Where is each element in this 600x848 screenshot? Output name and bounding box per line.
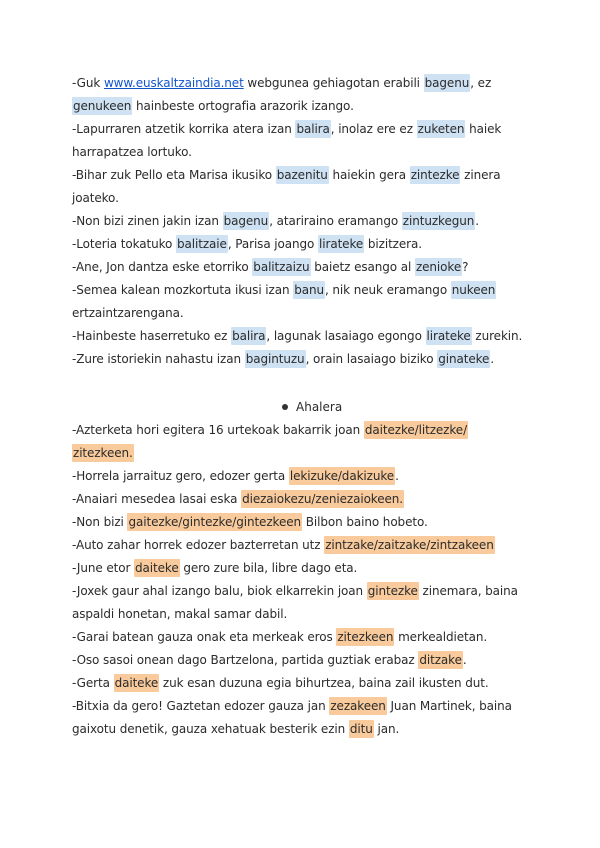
text-segment: webgunea gehiagotan erabili <box>243 76 424 90</box>
ahalera-examples-section <box>72 419 532 741</box>
text-line <box>72 233 532 256</box>
highlighted-verb: diezaiokezu/zeniezaiokeen. <box>242 492 404 506</box>
text-segment: , orain lasaiago biziko <box>305 352 438 366</box>
text-segment: merkealdietan. <box>394 630 488 644</box>
text-segment: . <box>395 469 399 483</box>
text-segment: -Garai batean gauza onak eta merkeak eros <box>72 630 337 644</box>
text-segment: -Loteria tokatuko <box>72 237 176 251</box>
text-segment: , nik neuk eramango <box>325 283 451 297</box>
text-segment: zurekin. <box>471 329 523 343</box>
highlighted-verb: zitezkeen. <box>73 446 133 460</box>
text-line <box>72 511 532 534</box>
text-segment: -Guk <box>72 76 104 90</box>
text-segment: ertzaintzarengana. <box>72 306 184 320</box>
text-line <box>72 557 532 580</box>
text-line <box>72 256 532 279</box>
text-line <box>72 603 532 626</box>
text-segment: -Azterketa hori egitera 16 urtekoak bakarrik joan <box>72 423 364 437</box>
highlighted-verb: zenioke <box>415 260 462 274</box>
text-line <box>72 118 532 141</box>
highlighted-verb: lekizuke/dakizuke <box>289 469 395 483</box>
text-line <box>72 279 532 302</box>
text-segment: -Lapurraren atzetik korrika atera izan <box>72 122 296 136</box>
text-segment: hainbeste ortografia arazorik izango. <box>132 99 354 113</box>
text-segment: -Oso sasoi onean dago Bartzelona, partida guztiak erabaz <box>72 653 419 667</box>
text-segment: -Gerta <box>72 676 114 690</box>
highlighted-verb: bagenu <box>223 214 269 228</box>
highlighted-verb: ditu <box>349 722 373 736</box>
text-segment: -Horrela jarraituz gero, edozer gerta <box>72 469 289 483</box>
text-line <box>72 442 532 465</box>
text-line <box>72 695 532 718</box>
text-line <box>72 419 532 442</box>
text-line <box>72 141 532 164</box>
text-segment: -Anaiari mesedea lasai eska <box>72 492 242 506</box>
text-line <box>72 580 532 603</box>
highlighted-verb: gintezke <box>367 584 418 598</box>
text-segment: . <box>462 653 467 667</box>
highlighted-verb: genukeen <box>73 99 132 113</box>
text-segment: , Parisa joango <box>227 237 319 251</box>
text-segment: -Zure istoriekin nahastu izan <box>72 352 245 366</box>
text-segment: , atariraino eramango <box>269 214 402 228</box>
text-segment: -Auto zahar horrek edozer bazterretan utz <box>72 538 325 552</box>
highlighted-verb: zitezkeen <box>337 630 394 644</box>
text-segment: . <box>490 352 495 366</box>
bullet-icon <box>282 404 288 410</box>
highlighted-verb: bagenu <box>424 76 470 90</box>
text-segment: -Semea kalean mozkortuta ikusi izan <box>72 283 294 297</box>
highlighted-verb: nukeen <box>451 283 496 297</box>
text-line <box>72 672 532 695</box>
text-segment: , ez <box>470 76 492 90</box>
text-segment: -Non bizi <box>72 515 128 529</box>
text-segment: -Joxek gaur ahal izango balu, biok elkarrekin joan <box>72 584 367 598</box>
highlighted-verb: banu <box>294 283 324 297</box>
text-segment: gero zure bila, libre dago eta. <box>179 561 358 575</box>
text-segment: harrapatzea lortuko. <box>72 145 192 159</box>
text-segment: -Bihar zuk Pello eta Marisa ikusiko <box>72 168 276 182</box>
highlighted-verb: daiteke <box>135 561 179 575</box>
text-segment: Juan Martinek, baina <box>386 699 512 713</box>
text-line <box>72 465 532 488</box>
highlighted-verb: balira <box>296 122 330 136</box>
text-segment: gaixotu denetik, gauza xehatuak besterik ezin <box>72 722 349 736</box>
highlighted-verb: zintuzkegun <box>402 214 475 228</box>
text-line <box>72 164 532 187</box>
highlighted-verb: balira <box>232 329 266 343</box>
highlighted-verb: zezakeen <box>330 699 386 713</box>
text-segment: -Ane, Jon dantza eske etorriko <box>72 260 253 274</box>
text-line <box>72 488 532 511</box>
text-segment: Bilbon baino hobeto. <box>302 515 428 529</box>
text-segment: -Hainbeste haserretuko ez <box>72 329 232 343</box>
text-segment: zinera <box>460 168 501 182</box>
text-line <box>72 187 532 210</box>
text-line <box>72 95 532 118</box>
text-segment: zinemara, baina <box>418 584 518 598</box>
section-heading: Ahalera <box>296 400 343 414</box>
highlighted-verb: zuketen <box>417 122 465 136</box>
text-line <box>72 72 532 95</box>
highlighted-verb: balitzaizu <box>253 260 310 274</box>
text-segment: bizitzera. <box>364 237 422 251</box>
highlighted-verb: ditzake <box>419 653 462 667</box>
text-segment: joateko. <box>72 191 119 205</box>
text-segment: , lagunak lasaiago egongo <box>266 329 426 343</box>
text-line <box>72 302 532 325</box>
highlighted-verb: zintezke <box>410 168 460 182</box>
text-segment: ? <box>462 260 469 274</box>
text-segment: -Bitxia da gero! Gaztetan edozer gauza jan <box>72 699 330 713</box>
text-segment: aspaldi honetan, makal samar dabil. <box>72 607 288 621</box>
highlighted-verb: lirateke <box>426 329 471 343</box>
text-line <box>72 348 532 371</box>
highlighted-verb: daiteke <box>114 676 159 690</box>
highlighted-verb: bazenitu <box>276 168 328 182</box>
highlighted-verb: lirateke <box>319 237 364 251</box>
website-link[interactable]: www.euskaltzaindia.net <box>103 76 244 90</box>
highlighted-verb: daitezke/litzezke/ <box>364 423 468 437</box>
text-line <box>72 325 532 348</box>
text-line <box>72 210 532 233</box>
highlighted-verb: bagintuzu <box>245 352 305 366</box>
text-segment: -June etor <box>72 561 135 575</box>
highlighted-verb: ginateke <box>438 352 490 366</box>
conditional-examples-section <box>72 72 532 371</box>
text-segment: zuk esan duzuna egia bihurtzea, baina zail ikusten dut. <box>159 676 489 690</box>
highlighted-verb: zintzake/zaitzake/zintzakeen <box>325 538 494 552</box>
text-segment: . <box>475 214 479 228</box>
highlighted-verb: balitzaie <box>177 237 227 251</box>
text-segment: haiekin gera <box>328 168 410 182</box>
text-segment: haiek <box>465 122 502 136</box>
text-line <box>72 534 532 557</box>
text-segment: baietz esango al <box>310 260 415 274</box>
text-line <box>72 718 532 741</box>
text-segment: , inolaz ere ez <box>330 122 417 136</box>
text-line <box>72 649 532 672</box>
text-line <box>72 626 532 649</box>
text-segment: jan. <box>373 722 400 736</box>
text-segment: -Non bizi zinen jakin izan <box>72 214 223 228</box>
highlighted-verb: gaitezke/gintezke/gintezkeen <box>128 515 302 529</box>
ahalera-heading <box>72 396 532 419</box>
